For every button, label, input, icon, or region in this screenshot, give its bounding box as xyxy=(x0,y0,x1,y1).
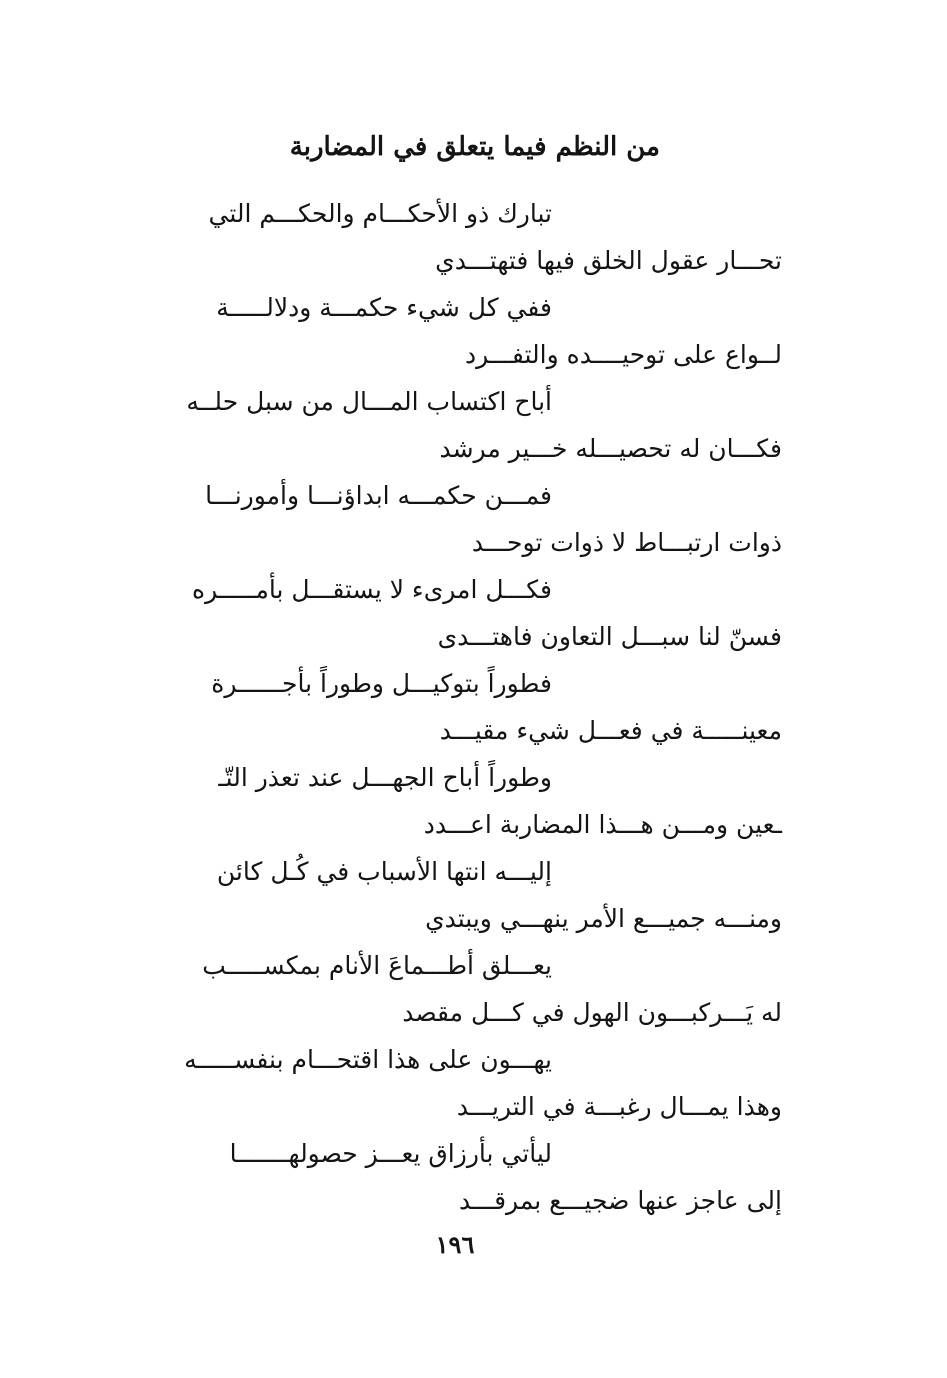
poem-line: يعـــلق أطـــماعَ الأنام بمكســـــب xyxy=(202,951,552,980)
poem-line: إلى عاجز عنها ضجيـــع بمرقـــد xyxy=(458,1186,782,1215)
poem-line: له يَـــركبـــون الهول في كـــل مقصد xyxy=(402,998,782,1027)
poem-line: فكـــل امرىء لا يستقـــل بأمـــــره xyxy=(192,575,552,604)
page-number: ١٩٦ xyxy=(435,1230,475,1259)
poem-line: ومنـــه جميـــع الأمر ينهـــي ويبتدي xyxy=(425,904,782,933)
poem-line: لــواع على توحيــــده والتفـــرد xyxy=(464,340,782,369)
poem-line: ليأتي بأرزاق يعـــز حصولهـــــــا xyxy=(229,1139,552,1168)
poem-line: ذوات ارتبـــاط لا ذوات توحـــد xyxy=(471,528,782,557)
poem-line: فطوراً بتوكيـــل وطوراً بأجــــــرة xyxy=(211,669,552,698)
poem-line: تبارك ذو الأحكـــام والحكـــم التي xyxy=(208,199,552,228)
poem-line: فكـــان له تحصيـــله خـــير مرشد xyxy=(439,434,782,463)
page-title: من النظم فيما يتعلق في المضاربة xyxy=(289,132,660,162)
poem-line: ـعين ومـــن هـــذا المضاربة اعـــدد xyxy=(423,810,782,839)
poem-line: أباح اكتساب المـــال من سبل حلــه xyxy=(186,387,552,416)
poem-line: يهـــون على هذا اقتحـــام بنفســـــه xyxy=(184,1045,552,1074)
poem-line: إليـــه انتها الأسباب في كُـل كائن xyxy=(216,857,552,886)
poem-line: وطوراً أباح الجهـــل عند تعذر التّـ xyxy=(218,763,552,792)
poem-line: فمـــن حكمـــه ابداؤنـــا وأمورنـــا xyxy=(205,481,552,510)
poem-line: وهذا يمـــال رغبـــة في التريـــد xyxy=(456,1092,782,1121)
poem-line: ففي كل شيء حكمـــة ودلالـــــة xyxy=(216,293,552,322)
poem-line: معينـــــة في فعـــل شيء مقيـــد xyxy=(439,716,782,745)
poem-line: فسنّ لنا سبـــل التعاون فاهتـــدى xyxy=(437,622,782,651)
poem-line: تحـــار عقول الخلق فيها فتهتـــدي xyxy=(435,246,782,275)
